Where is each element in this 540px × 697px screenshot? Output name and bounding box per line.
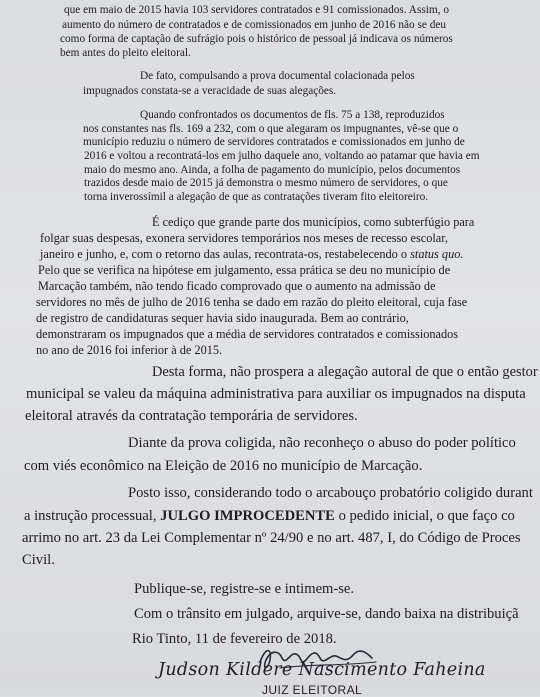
text-line: demonstraram os impugnados que a média de servidores contratados e comissionados: [36, 327, 459, 341]
text-line: servidores no mês de julho de 2016 tenha se dado em razão do pleito eleitoral, cuja fase: [36, 295, 468, 309]
text-line: que em maio de 2015 havia 103 servidores contratados e 91 comissionados. Assim, o: [64, 4, 449, 16]
text-line: aumento do número de contratados e de comissionados em junho de 2016 não se deu: [62, 19, 447, 31]
text-line: De fato, compulsando a prova documental colacionada pelos: [140, 70, 415, 82]
text-line: Com o trânsito em julgado, arquive-se, dando baixa na distribuiçã: [134, 606, 519, 622]
text-line: município reduziu o número de servidores contratados e comissionados em junho de: [83, 136, 465, 148]
text-line: Pelo que se verifica na hipótese em julgamento, essa prática se deu no município de: [38, 263, 451, 277]
text-line: bem antes do pleito eleitoral.: [60, 47, 191, 59]
text-line: Desta forma, não prospera a alegação autoral de que o então gestor: [152, 364, 538, 380]
text-line: torna inverossímil a alegação de que as contratações tiveram fito eleitoreiro.: [84, 191, 429, 203]
text-span: o pedido inicial, o que faço co: [338, 508, 515, 524]
italic-text: status quo.: [410, 247, 464, 261]
signature-title: JUIZ ELEITORAL: [262, 683, 363, 697]
text-line: Rio Tinto, 11 de fevereiro de 2018.: [132, 631, 337, 647]
text-line: Posto isso, considerando todo o arcabouço probatório coligido durant: [128, 485, 533, 501]
text-line: impugnados constata-se a veracidade de suas alegações.: [83, 85, 337, 97]
text-line: maio do mesmo ano. Ainda, a folha de pagamento do município, pelos documentos: [84, 164, 461, 176]
text-line: Marcação também, não tendo ficado comprovado que o aumento na admissão de: [38, 279, 436, 293]
text-line: arrimo no art. 23 da Lei Complementar nº 24/90 e no art. 487, I, do Código de Proces: [22, 530, 521, 546]
text-line: Publique-se, registre-se e intimem-se.: [134, 581, 355, 597]
text-line: Quando confrontados os documentos de fls. 75 a 138, reproduzidos: [140, 109, 445, 121]
text-line: [24, 509, 515, 524]
text-line: folgar suas despesas, exonera servidores temporários nos meses de recesso escolar,: [40, 231, 448, 245]
text-line: com viés econômico na Eleição de 2016 no município de Marcação.: [24, 458, 423, 474]
text-line: Diante da prova coligida, não reconheço o abuso do poder político: [128, 435, 516, 451]
text-line: 2016 e voltou a recontratá-los em julho daquele ano, voltando ao patamar que havia em: [84, 150, 480, 162]
text-line: municipal se valeu da máquina administrativa para auxiliar os impugnados na disputa: [26, 386, 526, 402]
text-span: a instrução processual,: [24, 508, 157, 524]
text-line: de registro de candidaturas sequer havia sido inaugurada. Bem ao contrário,: [36, 311, 409, 325]
signature-name: Judson Kildere Nascimento Faheina: [158, 660, 486, 680]
text-line: É cediço que grande parte dos municípios, como subterfúgio para: [152, 215, 475, 229]
text-line: [40, 248, 463, 260]
text-line: Civil.: [22, 552, 55, 568]
text-span: janeiro e junho, e, com o retorno das aulas, recontrata-os, restabelecendo o: [40, 247, 408, 261]
text-line: nos constantes nas fls. 169 a 232, com o que alegaram os impugnantes, vê-se que o: [83, 123, 459, 135]
text-line: no ano de 2016 foi inferior à de 2015.: [36, 343, 223, 357]
text-line: trazidos desde maio de 2015 já demonstra o mesmo número de servidores, o que: [84, 177, 448, 189]
verdict-text: JULGO IMPROCEDENTE: [160, 508, 335, 524]
text-line: como forma de captação de sufrágio pois o histórico de pessoal já indicava os números: [60, 33, 453, 45]
text-line: eleitoral através da contratação temporária de servidores.: [25, 408, 358, 424]
